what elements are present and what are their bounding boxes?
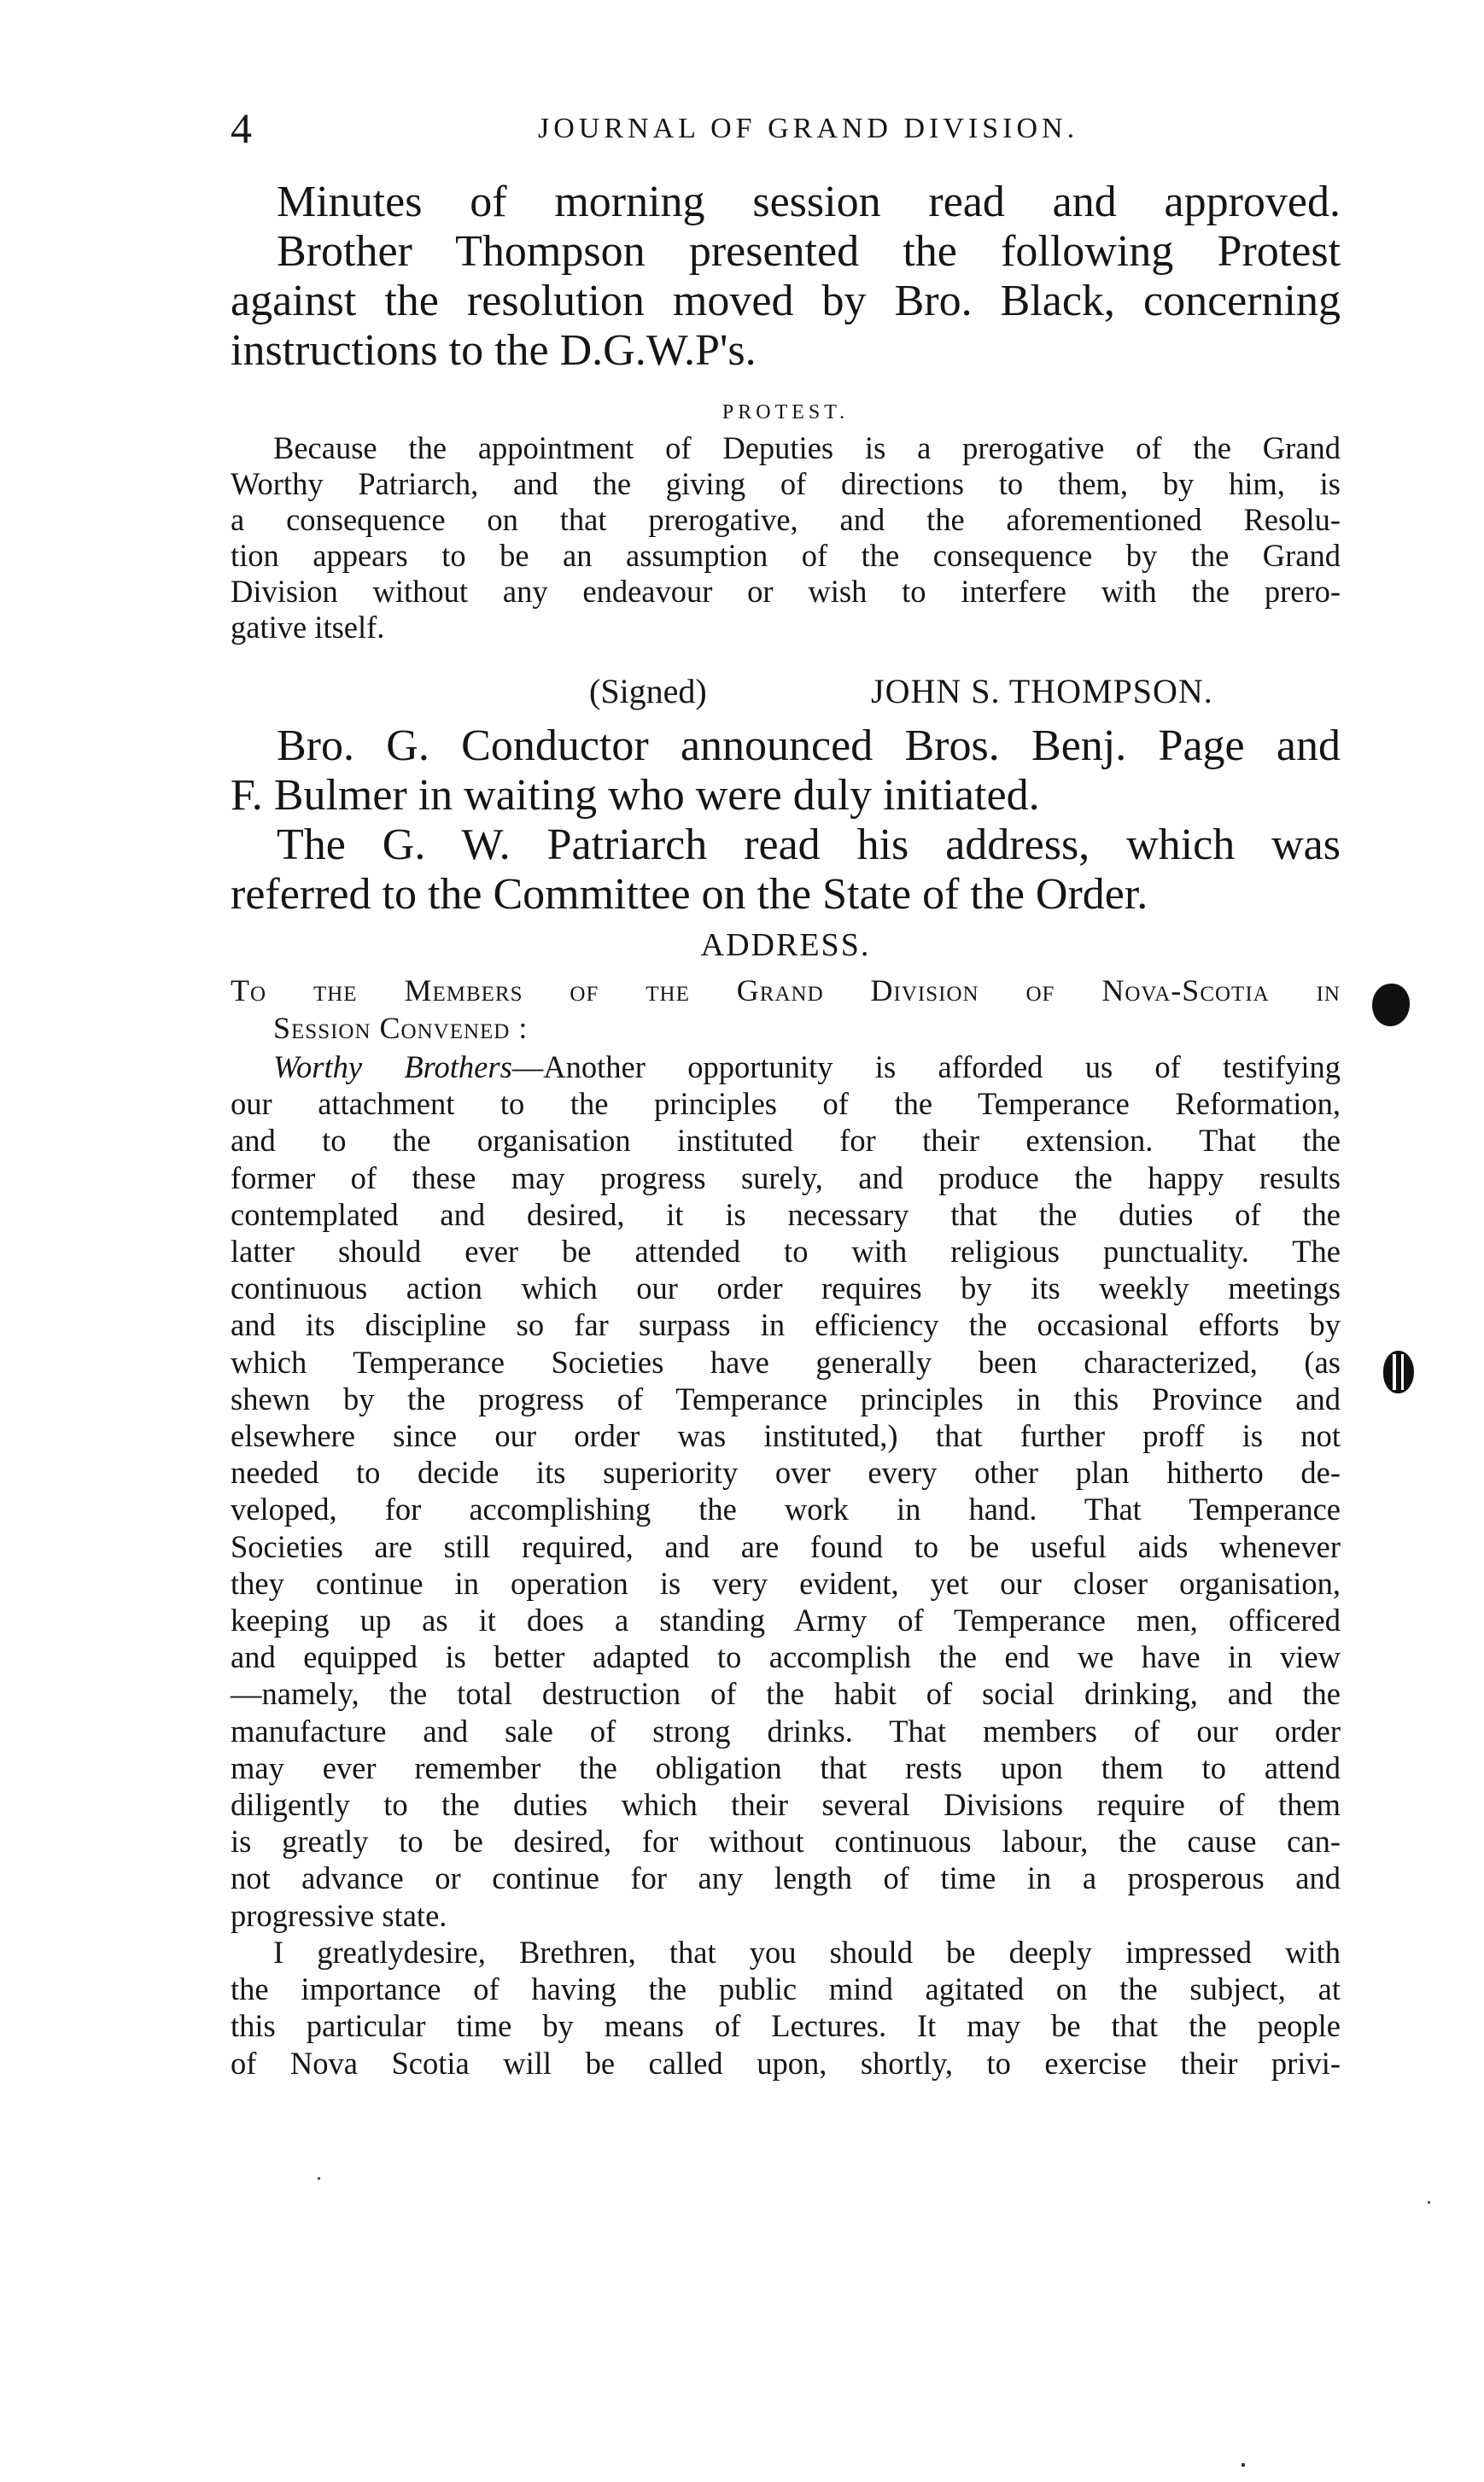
- protest-body: [231, 430, 1341, 645]
- text-line: I greatlydesire, Brethren, that you should be deeply impressed with: [273, 1935, 1341, 1970]
- text-line: The G. W. Patriarch read his address, which was: [277, 821, 1341, 869]
- text-line: instructions to the D.G.W.P's.: [231, 326, 757, 375]
- page-number: 4: [231, 104, 252, 152]
- text-line: F. Bulmer in waiting who were duly initiated.: [231, 771, 1040, 820]
- text-line: they continue in operation is very evident, yet our closer organisation,: [231, 1565, 1341, 1601]
- text-line: needed to decide its superiority over every other plan hitherto de-: [231, 1455, 1341, 1491]
- text-line: this particular time by means of Lectures. It may be that the people: [231, 2008, 1341, 2044]
- address-salutation: [231, 972, 1341, 1047]
- signer-name: JOHN S. THOMPSON.: [871, 672, 1213, 710]
- address-paragraph-1: [231, 1048, 1341, 1934]
- signed-label: (Signed): [589, 672, 707, 710]
- text-line: tion appears to be an assumption of the consequence by the Grand: [231, 538, 1341, 573]
- address-paragraph-2: [231, 1934, 1341, 2082]
- running-header: [231, 102, 1341, 154]
- text-line: To the Members of the Grand Division of Nova-Scotia in: [231, 973, 1341, 1007]
- text-line: and its discipline so far surpass in efficiency the occasional efforts by: [231, 1307, 1341, 1343]
- text-line: the importance of having the public mind agitated on the subject, at: [231, 1971, 1341, 2007]
- protest-heading: PROTEST.: [722, 401, 850, 423]
- scan-speck: [1242, 2463, 1245, 2467]
- text-line: Minutes of morning session read and approved.: [277, 178, 1341, 226]
- text-line: is greatly to be desired, for without continuous labour, the cause can-: [231, 1824, 1341, 1860]
- text-line: latter should ever be attended to with religious punctuality. The: [231, 1234, 1341, 1270]
- text-line: not advance or continue for any length of time in a prosperous and: [231, 1860, 1341, 1896]
- text-line: shewn by the progress of Temperance principles in this Province and: [231, 1381, 1341, 1416]
- text-line: veloped, for accomplishing the work in hand. That Temperance: [231, 1492, 1341, 1527]
- text-line: —namely, the total destruction of the habit of social drinking, and the: [231, 1676, 1341, 1712]
- proceedings-section: [231, 721, 1341, 920]
- text-line: progressive state.: [231, 1897, 447, 1933]
- minutes-section: [231, 178, 1341, 376]
- ink-blot-gap: [1401, 1354, 1404, 1390]
- text-line: and to the organisation instituted for their extension. That the: [231, 1123, 1341, 1159]
- address-heading: ADDRESS.: [700, 927, 871, 963]
- text-line: Societies are still required, and are found to be useful aids whenever: [231, 1528, 1341, 1564]
- text-line: elsewhere since our order was instituted,) that further proff is not: [231, 1418, 1341, 1454]
- text-line: against the resolution moved by Bro. Black, concerning: [231, 277, 1341, 325]
- scan-speck: [1428, 2201, 1430, 2204]
- text-line: gative itself.: [231, 610, 385, 645]
- text-line: Session Convened :: [273, 1011, 529, 1045]
- text-line: of Nova Scotia will be called upon, shortly, to exercise their privi-: [231, 2045, 1341, 2081]
- ink-blot: [1372, 984, 1410, 1026]
- text-line: Division without any endeavour or wish to interfere with the prero-: [231, 574, 1341, 609]
- text-line: Worthy Patriarch, and the giving of directions to them, by him, is: [231, 466, 1341, 501]
- text-line: [231, 1048, 1341, 1085]
- running-title: JOURNAL OF GRAND DIVISION.: [538, 113, 1079, 144]
- text-line: our attachment to the principles of the Temperance Reformation,: [231, 1086, 1341, 1122]
- text-line: continuous action which our order requires by its weekly meetings: [231, 1270, 1341, 1306]
- opening-rest: —Another opportunity is afforded us of testifying: [511, 1049, 1341, 1084]
- text-line: contemplated and desired, it is necessary that the duties of the: [231, 1196, 1341, 1232]
- text-line: Bro. G. Conductor announced Bros. Benj. Page and: [277, 721, 1341, 770]
- ink-blot-gap: [1393, 1354, 1396, 1390]
- text-line: diligently to the duties which their several Divisions require of them: [231, 1787, 1341, 1823]
- text-line: Because the appointment of Deputies is a prerogative of the Grand: [273, 430, 1341, 465]
- text-line: may ever remember the obligation that rests upon them to attend: [231, 1749, 1341, 1785]
- ink-blot: [1383, 1351, 1414, 1393]
- text-line: and equipped is better adapted to accomplish the end we have in view: [231, 1639, 1341, 1675]
- text-line: keeping up as it does a standing Army of Temperance men, officered: [231, 1603, 1341, 1638]
- opening-italic: Worthy Brothers: [273, 1049, 512, 1084]
- text-line: a consequence on that prerogative, and the aforementioned Resolu-: [231, 502, 1341, 537]
- scan-speck: [318, 2177, 320, 2180]
- text-line: former of these may progress surely, and produce the happy results: [231, 1159, 1341, 1195]
- text-line: referred to the Committee on the State of the Order.: [231, 870, 1148, 919]
- text-line: which Temperance Societies have generally been characterized, (as: [231, 1344, 1341, 1380]
- text-line: manufacture and sale of strong drinks. That members of our order: [231, 1713, 1341, 1749]
- text-line: Brother Thompson presented the following Protest: [277, 227, 1341, 276]
